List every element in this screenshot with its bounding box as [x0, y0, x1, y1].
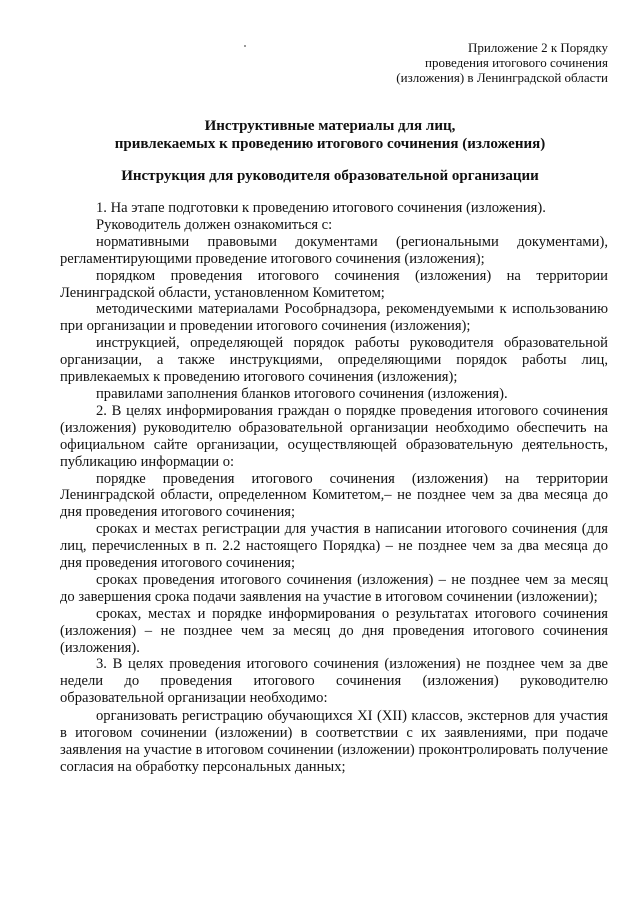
appendix-line: Приложение 2 к Порядку [468, 40, 608, 55]
paragraph: сроках, местах и порядке информирования о результатах итогового сочинения (изложения) – не позднее чем за месяц до дня проведения итогового сочинения (изложения). [60, 605, 608, 656]
document-body [60, 200, 608, 776]
paragraph: сроках проведения итогового сочинения (изложения) – не позднее чем за месяц до завершения срока подачи заявления на участие в итоговом сочинении (изложении); [60, 571, 608, 605]
title-line: Инструктивные материалы для лиц, [204, 118, 456, 134]
scan-speck [244, 45, 246, 47]
paragraph: порядком проведения итогового сочинения (изложения) на территории Ленинградской области, установленном Комитетом; [60, 267, 608, 301]
paragraph: правилами заполнения бланков итогового сочинения (изложения). [96, 385, 508, 402]
appendix-line: проведения итогового сочинения [425, 55, 608, 70]
paragraph: сроках и местах регистрации для участия в написании итогового сочинения (для лиц, перечисленных в п. 2.2 настоящего Порядка) – не позднее чем за два месяца до дня проведения итогового сочинения; [60, 521, 608, 572]
paragraph: 1. На этапе подготовки к проведению итогового сочинения (изложения). [96, 200, 546, 216]
paragraph: организовать регистрацию обучающихся XI (XII) классов, экстернов для участия в итоговом сочинении (изложении) в соответствии с их заявлениями, при подаче заявления на участие в итоговом сочинении (изложении) проконтролировать получение согласия на обработку персональных данных; [60, 708, 608, 775]
paragraph: методическими материалами Рособрнадзора, рекомендуемыми к использованию при организации и проведении итогового сочинения (изложения); [60, 301, 608, 335]
paragraph: 3. В целях проведения итогового сочинения (изложения) не позднее чем за две недели до проведения итогового сочинения (изложения) руководителю образовательной организации необходимо: [60, 656, 608, 707]
paragraph: нормативными правовыми документами (региональными документами), регламентирующими проведение итогового сочинения (изложения); [60, 233, 608, 267]
title-line: привлекаемых к проведению итогового сочинения (изложения) [114, 136, 546, 152]
paragraph: инструкцией, определяющей порядок работы руководителя образовательной организации, а также инструкциями, определяющими порядок работы лиц, привлекаемых к проведению итогового сочинения (изложения); [60, 335, 608, 386]
appendix-line: (изложения) в Ленинградской области [396, 70, 608, 85]
appendix-note [348, 40, 608, 85]
section-heading: Инструкция для руководителя образовательной организации [121, 168, 539, 184]
paragraph: 2. В целях информирования граждан о порядке проведения итогового сочинения (изложения) руководителю образовательной организации необходимо обеспечить на официальном сайте организации, осуществляющей образовательную деятельность, публикацию информации о: [60, 402, 608, 470]
paragraph: порядке проведения итогового сочинения (изложения) на территории Ленинградской области, определенном Комитетом,– не позднее чем за два месяца до дня проведения итогового сочинения; [60, 470, 608, 521]
paragraph: Руководитель должен ознакомиться с: [96, 216, 333, 233]
document-title [60, 117, 600, 153]
